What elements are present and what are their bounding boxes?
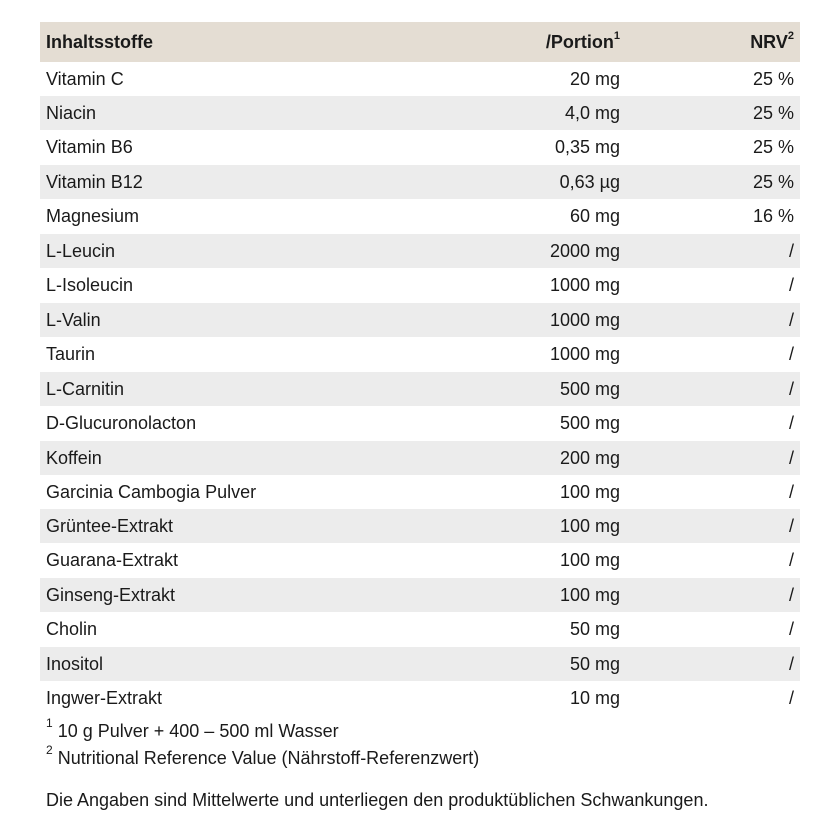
- table-row: [40, 96, 800, 130]
- table-row: [40, 543, 800, 578]
- footnote-mark: 1: [613, 29, 620, 42]
- table-row: [40, 62, 800, 96]
- ingredient-name: Grüntee-Extrakt: [46, 515, 174, 536]
- ingredient-name: L-Isoleucin: [46, 275, 134, 295]
- ingredient-name: Cholin: [46, 619, 98, 639]
- portion-value: 4,0 mg: [564, 102, 620, 123]
- portion-value: 1000 mg: [549, 309, 620, 330]
- portion-value: 60 mg: [569, 206, 620, 226]
- table-body: [40, 62, 800, 716]
- nrv-value: 25 %: [752, 171, 794, 192]
- header-portion: /Portion$^1$: [545, 29, 620, 52]
- ingredient-name: Garcinia Cambogia Pulver: [46, 481, 257, 502]
- portion-value: 20 mg: [569, 68, 620, 89]
- footnote: $^2$ Nutritional Reference Value (Nährstoff-Referenzwert): [46, 743, 480, 768]
- portion-value: 100 mg: [559, 584, 620, 605]
- nrv-value: /: [788, 653, 794, 674]
- portion-value: 0,63 µg: [559, 171, 620, 192]
- nrv-value: /: [788, 584, 794, 605]
- ingredient-name: Vitamin B12: [46, 171, 143, 192]
- footnote: $^1$ 10 g Pulver + 400 – 500 ml Wasser: [46, 716, 339, 741]
- nrv-value: /: [788, 240, 794, 261]
- ingredient-name: L-Leucin: [46, 240, 116, 261]
- table-row: [40, 165, 800, 199]
- header-ingredients: Inhaltsstoffe: [46, 31, 154, 52]
- nutrition-table: [40, 22, 800, 716]
- nrv-value: /: [788, 344, 794, 364]
- portion-value: 10 mg: [569, 688, 620, 708]
- portion-value: 50 mg: [569, 619, 620, 639]
- ingredient-name: Ingwer-Extrakt: [46, 688, 163, 708]
- nrv-value: /: [788, 309, 794, 330]
- nrv-value: /: [788, 481, 794, 502]
- table-row: [40, 647, 800, 681]
- ingredient-name: Vitamin B6: [46, 137, 133, 157]
- table-row: [40, 199, 800, 234]
- table-row: [40, 441, 800, 475]
- portion-value: 200 mg: [559, 447, 620, 468]
- table-row: [40, 681, 800, 716]
- portion-value: 100 mg: [559, 481, 620, 502]
- footnotes: [46, 718, 479, 772]
- nrv-value: /: [788, 619, 794, 639]
- nrv-value: /: [788, 275, 794, 295]
- portion-value: 500 mg: [559, 413, 620, 433]
- table-header: [40, 22, 800, 62]
- ingredient-name: Taurin: [46, 344, 96, 364]
- nrv-value: /: [788, 413, 794, 433]
- footnote-mark: 2: [787, 29, 794, 42]
- portion-value: 1000 mg: [549, 275, 620, 295]
- ingredient-name: Koffein: [46, 447, 102, 468]
- disclaimer: Die Angaben sind Mittelwerte und unterliegen den produktüblichen Schwankungen.: [46, 790, 709, 810]
- ingredient-name: Ginseng-Extrakt: [46, 584, 176, 605]
- ingredient-name: Vitamin C: [46, 68, 124, 89]
- table-row: [40, 130, 800, 165]
- ingredient-name: Guarana-Extrakt: [46, 550, 179, 570]
- nrv-value: /: [788, 447, 794, 468]
- table-row: [40, 337, 800, 372]
- table-row: [40, 578, 800, 612]
- header-nrv: NRV$^2$: [750, 29, 794, 52]
- portion-value: 100 mg: [559, 515, 620, 536]
- nrv-value: 25 %: [752, 137, 794, 157]
- nrv-value: 25 %: [752, 102, 794, 123]
- ingredient-name: Magnesium: [46, 206, 140, 226]
- ingredient-name: L-Carnitin: [46, 378, 125, 399]
- table-row: [40, 509, 800, 543]
- table-row: [40, 475, 800, 509]
- portion-value: 2000 mg: [549, 240, 620, 261]
- portion-value: 1000 mg: [549, 344, 620, 364]
- table-row: [40, 303, 800, 337]
- ingredient-name: L-Valin: [46, 309, 101, 330]
- nrv-value: /: [788, 688, 794, 708]
- nrv-value: 16 %: [752, 206, 794, 226]
- table-row: [40, 406, 800, 441]
- table-row: [40, 268, 800, 303]
- nrv-value: /: [788, 515, 794, 536]
- ingredient-name: D-Glucuronolacton: [46, 413, 197, 433]
- portion-value: 100 mg: [559, 550, 620, 570]
- ingredient-name: Niacin: [46, 102, 97, 123]
- portion-value: 50 mg: [569, 653, 620, 674]
- nrv-value: 25 %: [752, 68, 794, 89]
- nrv-value: /: [788, 550, 794, 570]
- table-row: [40, 612, 800, 647]
- table-row: [40, 372, 800, 406]
- nrv-value: /: [788, 378, 794, 399]
- portion-value: 500 mg: [559, 378, 620, 399]
- portion-value: 0,35 mg: [554, 137, 620, 157]
- table-row: [40, 234, 800, 268]
- ingredient-name: Inositol: [46, 653, 104, 674]
